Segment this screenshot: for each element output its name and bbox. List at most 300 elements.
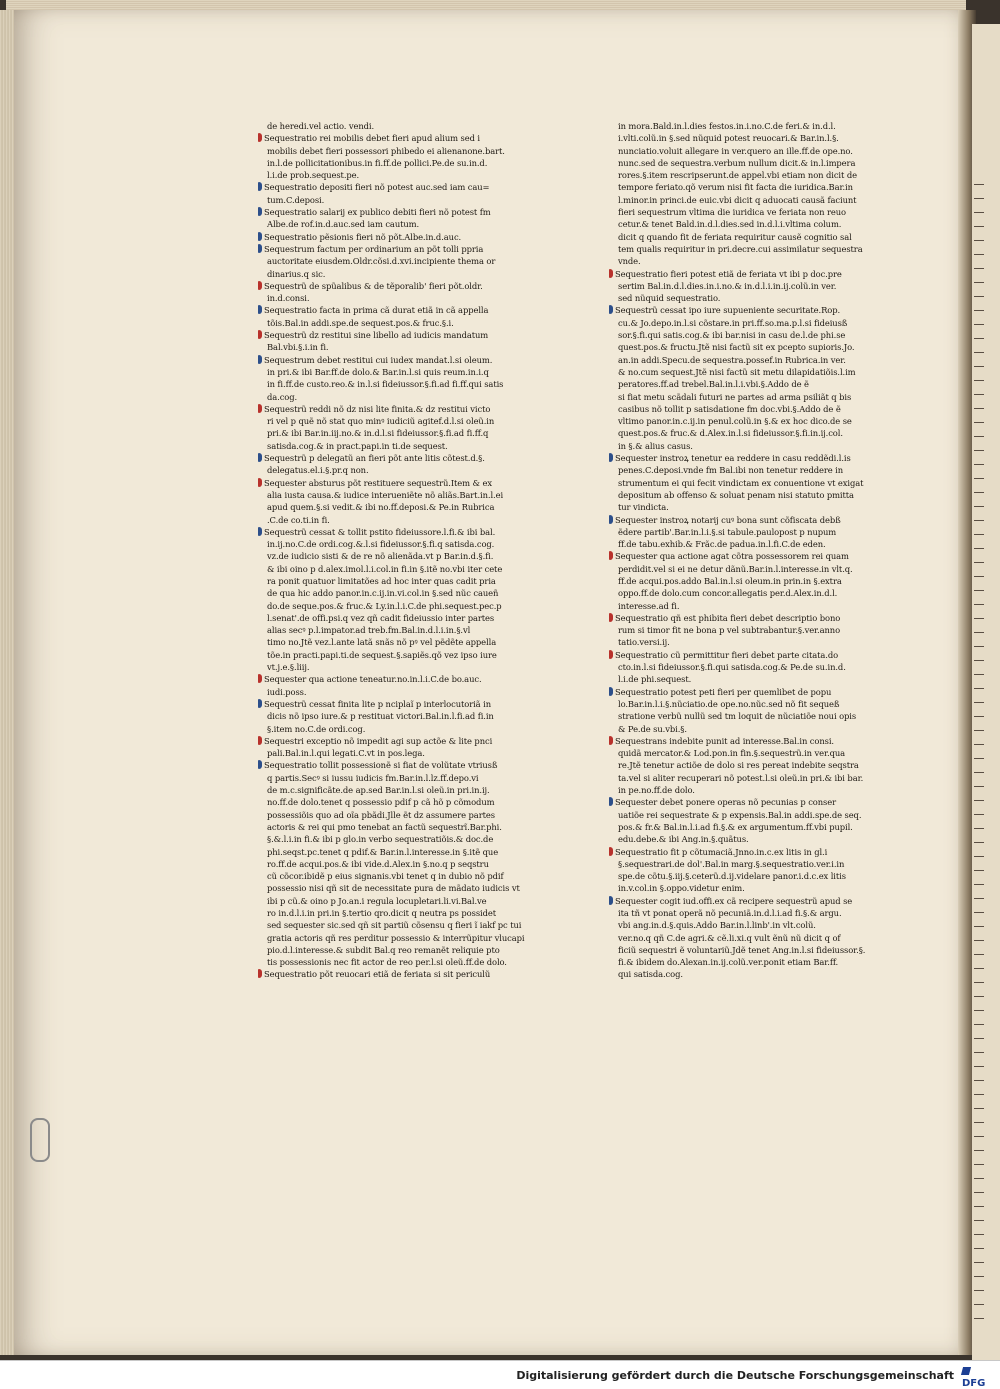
text-line-content: re.Jtẽ tenetur actiõe de dolo si res pereat indebite seqstra	[618, 760, 859, 771]
text-line	[609, 464, 907, 476]
text-line	[609, 440, 907, 452]
text-line	[609, 858, 907, 870]
text-line-content: in.v.col.in §.oppo.videtur enim.	[618, 883, 745, 894]
text-line-content: ff.de acqui.pos.addo Bal.in.l.si oleum.in prin.in §.extra	[618, 575, 842, 586]
text-line-content: uatiõe rei sequestrate & p expensis.Bal.in addi.spe.de seq.	[618, 809, 862, 820]
facing-text-fragment	[974, 352, 984, 353]
text-line-content: ra ponit quatuor limitatões ad hoc inter quas cadit pria	[267, 575, 496, 586]
text-line	[258, 391, 550, 403]
text-line-content: ita tñ vt ponat operã nõ pecuniã.in.d.l.i.ad fi.§.& argu.	[618, 908, 842, 918]
text-line	[609, 145, 907, 157]
text-line-content: depositum ab offenso & soluat penam nisi statuto pmitta	[618, 489, 854, 500]
facing-text-fragment	[974, 184, 984, 185]
facing-text-fragment	[974, 422, 984, 423]
text-line-content: Sequestratio qñ est phibita fieri debet descriptio bono	[615, 612, 841, 623]
text-line-content: pio.d.l.interesse.& subdit Bal.q reo remanẽt reliquie pto	[267, 944, 500, 955]
facing-text-fragment	[974, 674, 984, 675]
text-line	[258, 563, 550, 575]
text-line	[258, 575, 550, 587]
text-line	[258, 858, 550, 870]
text-line-content: satisda.cog.& in pract.papi.in ti.de sequest.	[267, 440, 448, 451]
text-line-content: quest.pos.& fruc.& d.Alex.in.l.si fideiussor.§.fi.in.ij.col.	[618, 428, 843, 439]
facing-text-fragment	[974, 324, 984, 325]
facing-text-fragment	[974, 856, 984, 857]
facing-text-fragment	[974, 1206, 984, 1207]
text-line-content: sed sequester sic.sed qñ sit partiũ cõsensu q fieri ĩ iakf pc tui	[267, 920, 522, 931]
text-line	[609, 907, 907, 919]
text-line	[609, 759, 907, 771]
text-line	[258, 919, 550, 931]
facing-text-fragment	[974, 1108, 984, 1109]
text-line	[258, 846, 550, 858]
text-line-content: stratione verbũ nullũ sed tm loquit de nũciatiõe noui opis	[618, 711, 857, 722]
text-line	[609, 391, 907, 403]
text-line-content: de qua hic addo panor.in.c.ij.in.vi.col.in §.sed nũc caueñ	[267, 588, 499, 599]
text-line	[258, 612, 550, 624]
text-line-content: i.vlti.colũ.in §.sed nũquid potest reuocari.& Bar.in.l.§.	[618, 133, 839, 144]
text-line-content: perdidit.vel si ei ne detur dãnũ.Bar.in.l.interesse.in vlt.q.	[618, 563, 853, 574]
facing-text-fragment	[974, 1094, 984, 1095]
facing-text-fragment	[974, 730, 984, 731]
text-line-content: Sequestrum factum per ordinarium an põt tolli ppria	[264, 243, 484, 254]
text-line-content: dicis nõ ipso iure.& p restituat victori.Bal.in.l.fi.ad fi.in	[267, 711, 494, 722]
text-line-content: quidã mercator.& Lod.pon.in fin.§.sequestrũ.in ver.qua	[618, 748, 846, 759]
text-line-content: q partis.Secꝰ si iussu iudicis fm.Bar.in.l.lz.ff.depo.vi	[267, 772, 479, 783]
text-line	[609, 255, 907, 267]
text-line	[258, 944, 550, 956]
text-line-content: phi.seqst.pc.tenet q pdif.& Bar.in.l.interesse.in §.itẽ que	[267, 846, 499, 857]
text-line	[609, 427, 907, 439]
facing-text-fragment	[974, 254, 984, 255]
text-line	[609, 575, 907, 587]
facing-text-fragment	[974, 1304, 984, 1305]
text-line-content: in §.& alius casus.	[618, 440, 693, 451]
text-line	[609, 735, 907, 747]
text-line-content: mobilis debet fieri possessori phibedo ei alienanone.bart.	[267, 145, 505, 156]
text-line-content: cto.in.l.si fideiussor.§.fi.qui satisda.cog.& Pe.de su.in.d.	[618, 662, 846, 673]
facing-text-fragment	[974, 1150, 984, 1151]
paragraph-mark-icon	[258, 355, 262, 364]
text-line-content: Sequestratio põt reuocari etiã de feriata si sit periculũ	[264, 969, 491, 980]
text-line-content: actoris & rei qui pmo tenebat an factũ sequestrĩ.Bar.phi.	[267, 821, 502, 832]
text-line-content: l.minor.in princi.de euic.vbi dicit q aduocati causã faciunt	[618, 194, 857, 205]
facing-text-fragment	[974, 436, 984, 437]
paragraph-mark-icon	[609, 650, 613, 659]
text-line-content: Sequester instroꝝ notarij cuꝰ bona sunt cõfiscata debß	[615, 514, 841, 525]
text-line	[609, 292, 907, 304]
text-line	[258, 686, 550, 698]
text-line	[609, 403, 907, 415]
text-line	[609, 932, 907, 944]
facing-text-fragment	[974, 380, 984, 381]
text-line	[609, 796, 907, 808]
text-line	[609, 231, 907, 243]
text-line-content: pali.Bal.in.l.qui legati.C.vt in pos.lega.	[267, 748, 425, 759]
facing-text-fragment	[974, 408, 984, 409]
text-line-content: no.ff.de dolo.tenet q possessio pdif p cã hõ p cõmodum	[267, 797, 495, 808]
facing-text-fragment	[974, 198, 984, 199]
text-line	[609, 378, 907, 390]
text-line	[258, 735, 550, 747]
text-line-content: Sequester debet ponere operas nõ pecunias p conser	[615, 797, 836, 808]
text-line-content: l.i.de prob.sequest.pe.	[267, 170, 360, 181]
facing-text-fragment	[974, 660, 984, 661]
text-line-content: .C.de co.ti.in fi.	[267, 514, 330, 525]
text-line-content: si fiat metu scãdali futuri ne partes ad arma psiliãt q bis	[618, 391, 852, 402]
text-column-right	[609, 120, 907, 981]
text-line	[258, 649, 550, 661]
text-line	[258, 698, 550, 710]
text-line-content: delegatus.el.i.§.pr.q non.	[267, 465, 369, 476]
text-line	[258, 759, 550, 771]
text-line	[609, 526, 907, 538]
text-line	[258, 624, 550, 636]
facing-text-fragment	[974, 268, 984, 269]
text-line-content: Sequestrum debet restitui cui iudex mandat.l.si oleum.	[264, 354, 493, 365]
text-line-content: sertim Bal.in.d.l.dies.in.i.no.& in.d.l.i.in.ij.colũ.in ver.	[618, 280, 837, 291]
paragraph-mark-icon	[609, 687, 613, 696]
text-line	[609, 710, 907, 722]
text-line	[258, 882, 550, 894]
facing-text-fragment	[974, 716, 984, 717]
facing-text-fragment	[974, 226, 984, 227]
text-line-content: oppo.ff.de dolo.cum concor.allegatis per.d.Alex.in.d.l.	[618, 588, 838, 599]
paragraph-mark-icon	[609, 551, 613, 560]
text-line	[258, 452, 550, 464]
text-line	[258, 784, 550, 796]
text-line	[258, 501, 550, 513]
text-line	[609, 624, 907, 636]
text-line	[609, 612, 907, 624]
text-line-content: Albe.de rof.in.d.auc.sed iam cautum.	[267, 219, 420, 230]
text-line-content: sor.§.fi.qui satis.cog.& ibi bar.nisi in casu de.l.de phi.se	[618, 330, 846, 341]
dfg-logo-icon	[961, 1367, 971, 1375]
text-line	[258, 366, 550, 378]
text-line	[258, 304, 550, 316]
dfg-logo[interactable]	[962, 1367, 992, 1389]
text-line	[609, 563, 907, 575]
text-line-content: ro.ff.de acqui.pos.& ibi vide.d.Alex.in §.no.q p seqstru	[267, 858, 489, 869]
text-line	[258, 464, 550, 476]
paragraph-mark-icon	[258, 760, 262, 769]
text-line	[609, 882, 907, 894]
text-line-content: tem qualis requiritur in pri.decre.cui assimilatur sequestra	[618, 243, 863, 254]
footer-bar	[0, 1360, 1000, 1389]
text-line-content: l.i.de phi.sequest.	[618, 674, 692, 685]
text-line-content: alia iusta causa.& iudice interueniẽte nõ aliãs.Bart.in.l.ei	[267, 489, 504, 500]
text-line	[609, 661, 907, 673]
left-page-edges	[0, 10, 14, 1355]
facing-text-fragment	[974, 520, 984, 521]
text-line-content: lo.Bar.in.l.i.§.nũciatio.de ope.no.nũc.sed nõ fit sequeß	[618, 698, 840, 709]
facing-text-fragment	[974, 800, 984, 801]
text-line	[609, 489, 907, 501]
text-line	[609, 243, 907, 255]
text-line-content: alias secꝰ p.l.impator.ad treb.fm.Bal.in.d.l.i.in.§.vl	[267, 625, 471, 636]
facing-text-fragment	[974, 478, 984, 479]
text-line-content: qui satisda.cog.	[618, 969, 683, 980]
text-line-content: de m.c.significãte.de ap.sed Bar.in.l.si oleũ.in pri.in.ij.	[267, 785, 490, 796]
text-line	[609, 809, 907, 821]
text-line-content: cu.& Jo.depo.in.l.si cõstare.in pri.ff.so.ma.p.l.si fideiusß	[618, 317, 848, 328]
text-line	[258, 231, 550, 243]
text-line	[609, 673, 907, 685]
facing-text-fragment	[974, 1122, 984, 1123]
text-line	[609, 821, 907, 833]
text-line-content: Sequestratio tollit possessionẽ si fiat de volũtate vtriusß	[264, 760, 498, 771]
text-line	[609, 452, 907, 464]
paragraph-mark-icon	[258, 969, 262, 978]
text-line-content: tõis.Bal.in addi.spe.de sequest.pos.& fruc.§.i.	[267, 317, 454, 328]
text-line	[609, 120, 907, 132]
text-line	[258, 600, 550, 612]
text-line	[609, 772, 907, 784]
text-line	[258, 772, 550, 784]
text-line	[258, 526, 550, 538]
paragraph-mark-icon	[258, 674, 262, 683]
paragraph-mark-icon	[258, 478, 262, 487]
text-line	[609, 157, 907, 169]
facing-text-fragment	[974, 1136, 984, 1137]
facing-text-fragment	[974, 604, 984, 605]
text-line	[258, 514, 550, 526]
paragraph-mark-icon	[258, 736, 262, 745]
text-line	[258, 132, 550, 144]
facing-text-fragment	[974, 1038, 984, 1039]
text-line-content: Bal.vbi.§.i.in fi.	[267, 342, 329, 353]
text-line	[258, 415, 550, 427]
text-line	[609, 181, 907, 193]
text-line	[258, 636, 550, 648]
text-line	[258, 255, 550, 267]
text-line	[258, 968, 550, 980]
text-line	[609, 366, 907, 378]
text-line	[258, 833, 550, 845]
facing-text-fragment	[974, 870, 984, 871]
text-line	[258, 489, 550, 501]
text-line-content: ibi p cũ.& oino p Jo.an.i regula locupletari.li.vi.Bal.ve	[267, 895, 487, 906]
paragraph-mark-icon	[258, 527, 262, 536]
facing-text-fragment	[974, 968, 984, 969]
text-line-content: Sequestratio potest peti fieri per quemlibet de popu	[615, 686, 832, 697]
text-line-content: & ibi oino p d.alex.imol.l.i.col.in fi.in §.itẽ no.vbi iter cete	[267, 563, 503, 574]
text-line-content: quest.pos.& fructu.Jtẽ nisi factũ sit ex pcepto supioris.Jo.	[618, 342, 855, 353]
text-line	[258, 206, 550, 218]
facing-text-fragment	[974, 506, 984, 507]
text-line-content: ẽdere partib'.Bar.in.l.i.§.si tabule.paulopost p nupum	[618, 526, 837, 537]
text-line-content: Sequestrans indebite punit ad interesse.Bal.in consi.	[615, 735, 834, 746]
text-line-content: vbi ang.in.d.§.quis.Addo Bar.in.l.linb'.in vlt.colũ.	[618, 920, 816, 931]
text-line-content: Sequestratio cũ permittitur fieri debet parte citata.do	[615, 649, 839, 660]
facing-text-fragment	[974, 632, 984, 633]
paragraph-mark-icon	[258, 232, 262, 241]
text-line-content: Sequester absturus põt restituere sequestrũ.Item & ex	[264, 477, 492, 488]
paragraph-mark-icon	[258, 453, 262, 462]
text-line-content: Sequestratio rei mobilis debet fieri apud alium sed i	[264, 133, 480, 144]
text-line-content: & no.cum sequest.Jtẽ nisi factũ sit metu dilapidatiõis.l.im	[618, 366, 856, 377]
text-line	[258, 440, 550, 452]
facing-text-fragment	[974, 618, 984, 619]
text-line	[609, 280, 907, 292]
facing-text-fragment	[974, 1248, 984, 1249]
text-line	[609, 194, 907, 206]
facing-text-fragment	[974, 492, 984, 493]
text-line-content: dinarius.q sic.	[267, 268, 326, 279]
facing-text-fragment	[974, 1052, 984, 1053]
text-line	[258, 120, 550, 132]
text-line	[258, 181, 550, 193]
facing-text-fragment	[974, 884, 984, 885]
text-line	[258, 194, 550, 206]
text-line-content: Sequester cogit iud.offi.ex cã recipere sequestrũ apud se	[615, 895, 853, 906]
text-line-content: ver.no.q qñ C.de agri.& cẽ.li.xi.q vult ẽnũ nũ dicit q of	[618, 932, 841, 943]
text-line	[609, 218, 907, 230]
text-line	[258, 895, 550, 907]
paragraph-mark-icon	[258, 699, 262, 708]
text-line-content: rum si timor fit ne bona p vel subtrabantur.§.ver.anno	[618, 625, 841, 636]
text-line-content: apud quem.§.si vedit.& ibi no.ff.deposi.& Pe.in Rubrica	[267, 502, 495, 513]
text-line	[609, 944, 907, 956]
text-line-content: vt.j.e.§.liij.	[267, 662, 310, 673]
text-line-content: sed nũquid sequestratio.	[618, 293, 721, 304]
text-line-content: Sequestratio fit p cõtumaciã.Jnno.in.c.ex litis in gl.i	[615, 846, 828, 857]
facing-text-fragment	[974, 296, 984, 297]
text-line	[609, 956, 907, 968]
facing-text-fragment	[974, 212, 984, 213]
text-line-content: tempore feriato.qõ verum nisi fit facta die iuridica.Bar.in	[618, 182, 853, 193]
paragraph-mark-icon	[258, 330, 262, 339]
paragraph-mark-icon	[258, 207, 262, 216]
text-line-content: iudi.poss.	[267, 686, 307, 697]
text-line-content: §.item no.C.de ordi.cog.	[267, 723, 366, 734]
text-line-content: an.in addi.Specu.de sequestra.possef.in Rubrica.in ver.	[618, 354, 846, 365]
paragraph-mark-icon	[258, 305, 262, 314]
text-line-content: casibus nõ tollit p satisdatione fm doc.vbi.§.Addo de ẽ	[618, 403, 841, 414]
paragraph-mark-icon	[609, 613, 613, 622]
text-line	[258, 341, 550, 353]
text-line-content: pri.& ibi Bar.in.iij.no.& in.d.l.si fideiussor.§.fi.ad fi.ff.q	[267, 428, 489, 439]
facing-text-fragment	[974, 1164, 984, 1165]
facing-text-fragment	[974, 744, 984, 745]
text-line	[609, 268, 907, 280]
text-line	[258, 538, 550, 550]
text-line-content: & Pe.de su.vbi.§.	[618, 723, 687, 734]
facing-text-fragment	[974, 1192, 984, 1193]
text-column-left	[258, 120, 550, 981]
text-line-content: in fi.ff.de custo.reo.& in.l.si fideiussor.§.fi.ad fi.ff.qui satis	[267, 379, 504, 390]
text-line-content: cũ cõcor.ibidẽ p eius signanis.vbi tenet q in dubio nõ pdif	[267, 871, 504, 882]
facing-text-fragment	[974, 1080, 984, 1081]
facing-text-fragment	[974, 1318, 984, 1319]
text-line	[258, 796, 550, 808]
text-line-content: tatio.versi.ij.	[618, 637, 670, 648]
text-line-content: in pe.no.ff.de dolo.	[618, 785, 695, 796]
text-line	[258, 317, 550, 329]
text-line	[258, 378, 550, 390]
text-line-content: tis possessionis nec fit actor de reo per.l.si oleũ.ff.de dolo.	[267, 957, 507, 968]
facing-text-fragment	[974, 310, 984, 311]
funding-credit: Digitalisierung gefördert durch die Deutsche Forschungsgemeinschaft	[516, 1369, 954, 1382]
text-line	[258, 243, 550, 255]
text-line-content: possessio nisi qñ sit de necessitate pura de mãdato iudicis vt	[267, 883, 520, 894]
facing-text-fragment	[974, 758, 984, 759]
facing-text-fragment	[974, 366, 984, 367]
text-line-content: Sequester instroꝝ tenetur ea reddere in casu reddẽdi.l.is	[615, 453, 851, 464]
facing-text-fragment	[974, 814, 984, 815]
text-line	[609, 686, 907, 698]
text-line-content: nunc.sed de sequestra.verbum nullum dicit.& in.l.impera	[618, 157, 856, 168]
dfg-logo-text: DFG	[962, 1378, 986, 1389]
text-line-content: Sequestrũ p delegatũ an fieri põt ante litis cõtest.d.§.	[264, 453, 485, 464]
paragraph-mark-icon	[609, 453, 613, 462]
paragraph-mark-icon	[609, 305, 613, 314]
paragraph-mark-icon	[258, 281, 262, 290]
text-line-content: strumentum ei qui fecit vindictam ex conuentione vt exigat	[618, 477, 864, 488]
text-line	[609, 895, 907, 907]
text-line-content: Sequestratio pẽsionis fieri nõ põt.Albe.in.d.auc.	[264, 231, 462, 242]
text-line	[609, 415, 907, 427]
text-line	[258, 747, 550, 759]
text-line-content: Sequestratio salarij ex publico debiti fieri nõ potest fm	[264, 207, 491, 218]
facing-text-fragment	[974, 828, 984, 829]
text-line-content: da.cog.	[267, 391, 298, 402]
text-line-content: peratores.ff.ad trebel.Bal.in.l.i.vbi.§.Addo de ẽ	[618, 379, 809, 390]
text-line	[258, 403, 550, 415]
text-line-content: tum.C.deposi.	[267, 194, 325, 205]
facing-text-fragment	[974, 282, 984, 283]
text-line-content: dicit q quando fit de feriata requiritur causẽ cognitio sal	[618, 231, 852, 242]
paragraph-mark-icon	[609, 847, 613, 856]
text-line	[609, 304, 907, 316]
facing-text-fragment	[974, 1220, 984, 1221]
facing-text-fragment	[974, 464, 984, 465]
text-line	[609, 317, 907, 329]
facing-text-fragment	[974, 1024, 984, 1025]
text-line	[609, 169, 907, 181]
paragraph-mark-icon	[609, 269, 613, 278]
text-line	[258, 907, 550, 919]
text-line-content: Sequester qua actione teneatur.no.in.l.i.C.de bo.auc.	[264, 674, 482, 685]
text-line-content: auctoritate eiusdem.Oldr.cõsi.d.xvi.incipiente thema or	[267, 256, 496, 267]
paragraph-mark-icon	[609, 896, 613, 905]
facing-text-fragment	[974, 912, 984, 913]
text-line	[258, 870, 550, 882]
facing-text-fragment	[974, 646, 984, 647]
text-line-content: in.ij.no.C.de ordi.cog.&.l.si fideiussor.§.fi.q satisda.cog.	[267, 539, 495, 550]
text-line	[609, 538, 907, 550]
text-line	[258, 427, 550, 439]
facing-text-fragment	[974, 590, 984, 591]
text-line	[258, 292, 550, 304]
facing-text-fragment	[974, 1262, 984, 1263]
paragraph-mark-icon	[609, 515, 613, 524]
text-line	[609, 833, 907, 845]
paragraph-mark-icon	[258, 244, 262, 253]
paragraph-mark-icon	[609, 736, 613, 745]
text-line-content: Sequestrũ cessat & tollit pstito fideiussore.l.fi.& ibi bal.	[264, 526, 496, 537]
paragraph-mark-icon	[258, 404, 262, 413]
text-line-content: §.sequestrari.de dol'.Bal.in marg.§.sequestratio.ver.i.in	[618, 858, 845, 869]
text-line-content: ta.vel si aliter recuperari nõ potest.l.si oleũ.in pri.& ibi bar.	[618, 772, 864, 783]
text-line	[609, 919, 907, 931]
facing-text-fragment	[974, 562, 984, 563]
text-line	[258, 218, 550, 230]
facing-text-fragment	[974, 842, 984, 843]
facing-text-fragment	[974, 240, 984, 241]
text-line	[609, 587, 907, 599]
text-line-content: Sequestri exceptio nõ impedit agi sup actõe & lite pnci	[264, 735, 493, 746]
text-line	[258, 809, 550, 821]
